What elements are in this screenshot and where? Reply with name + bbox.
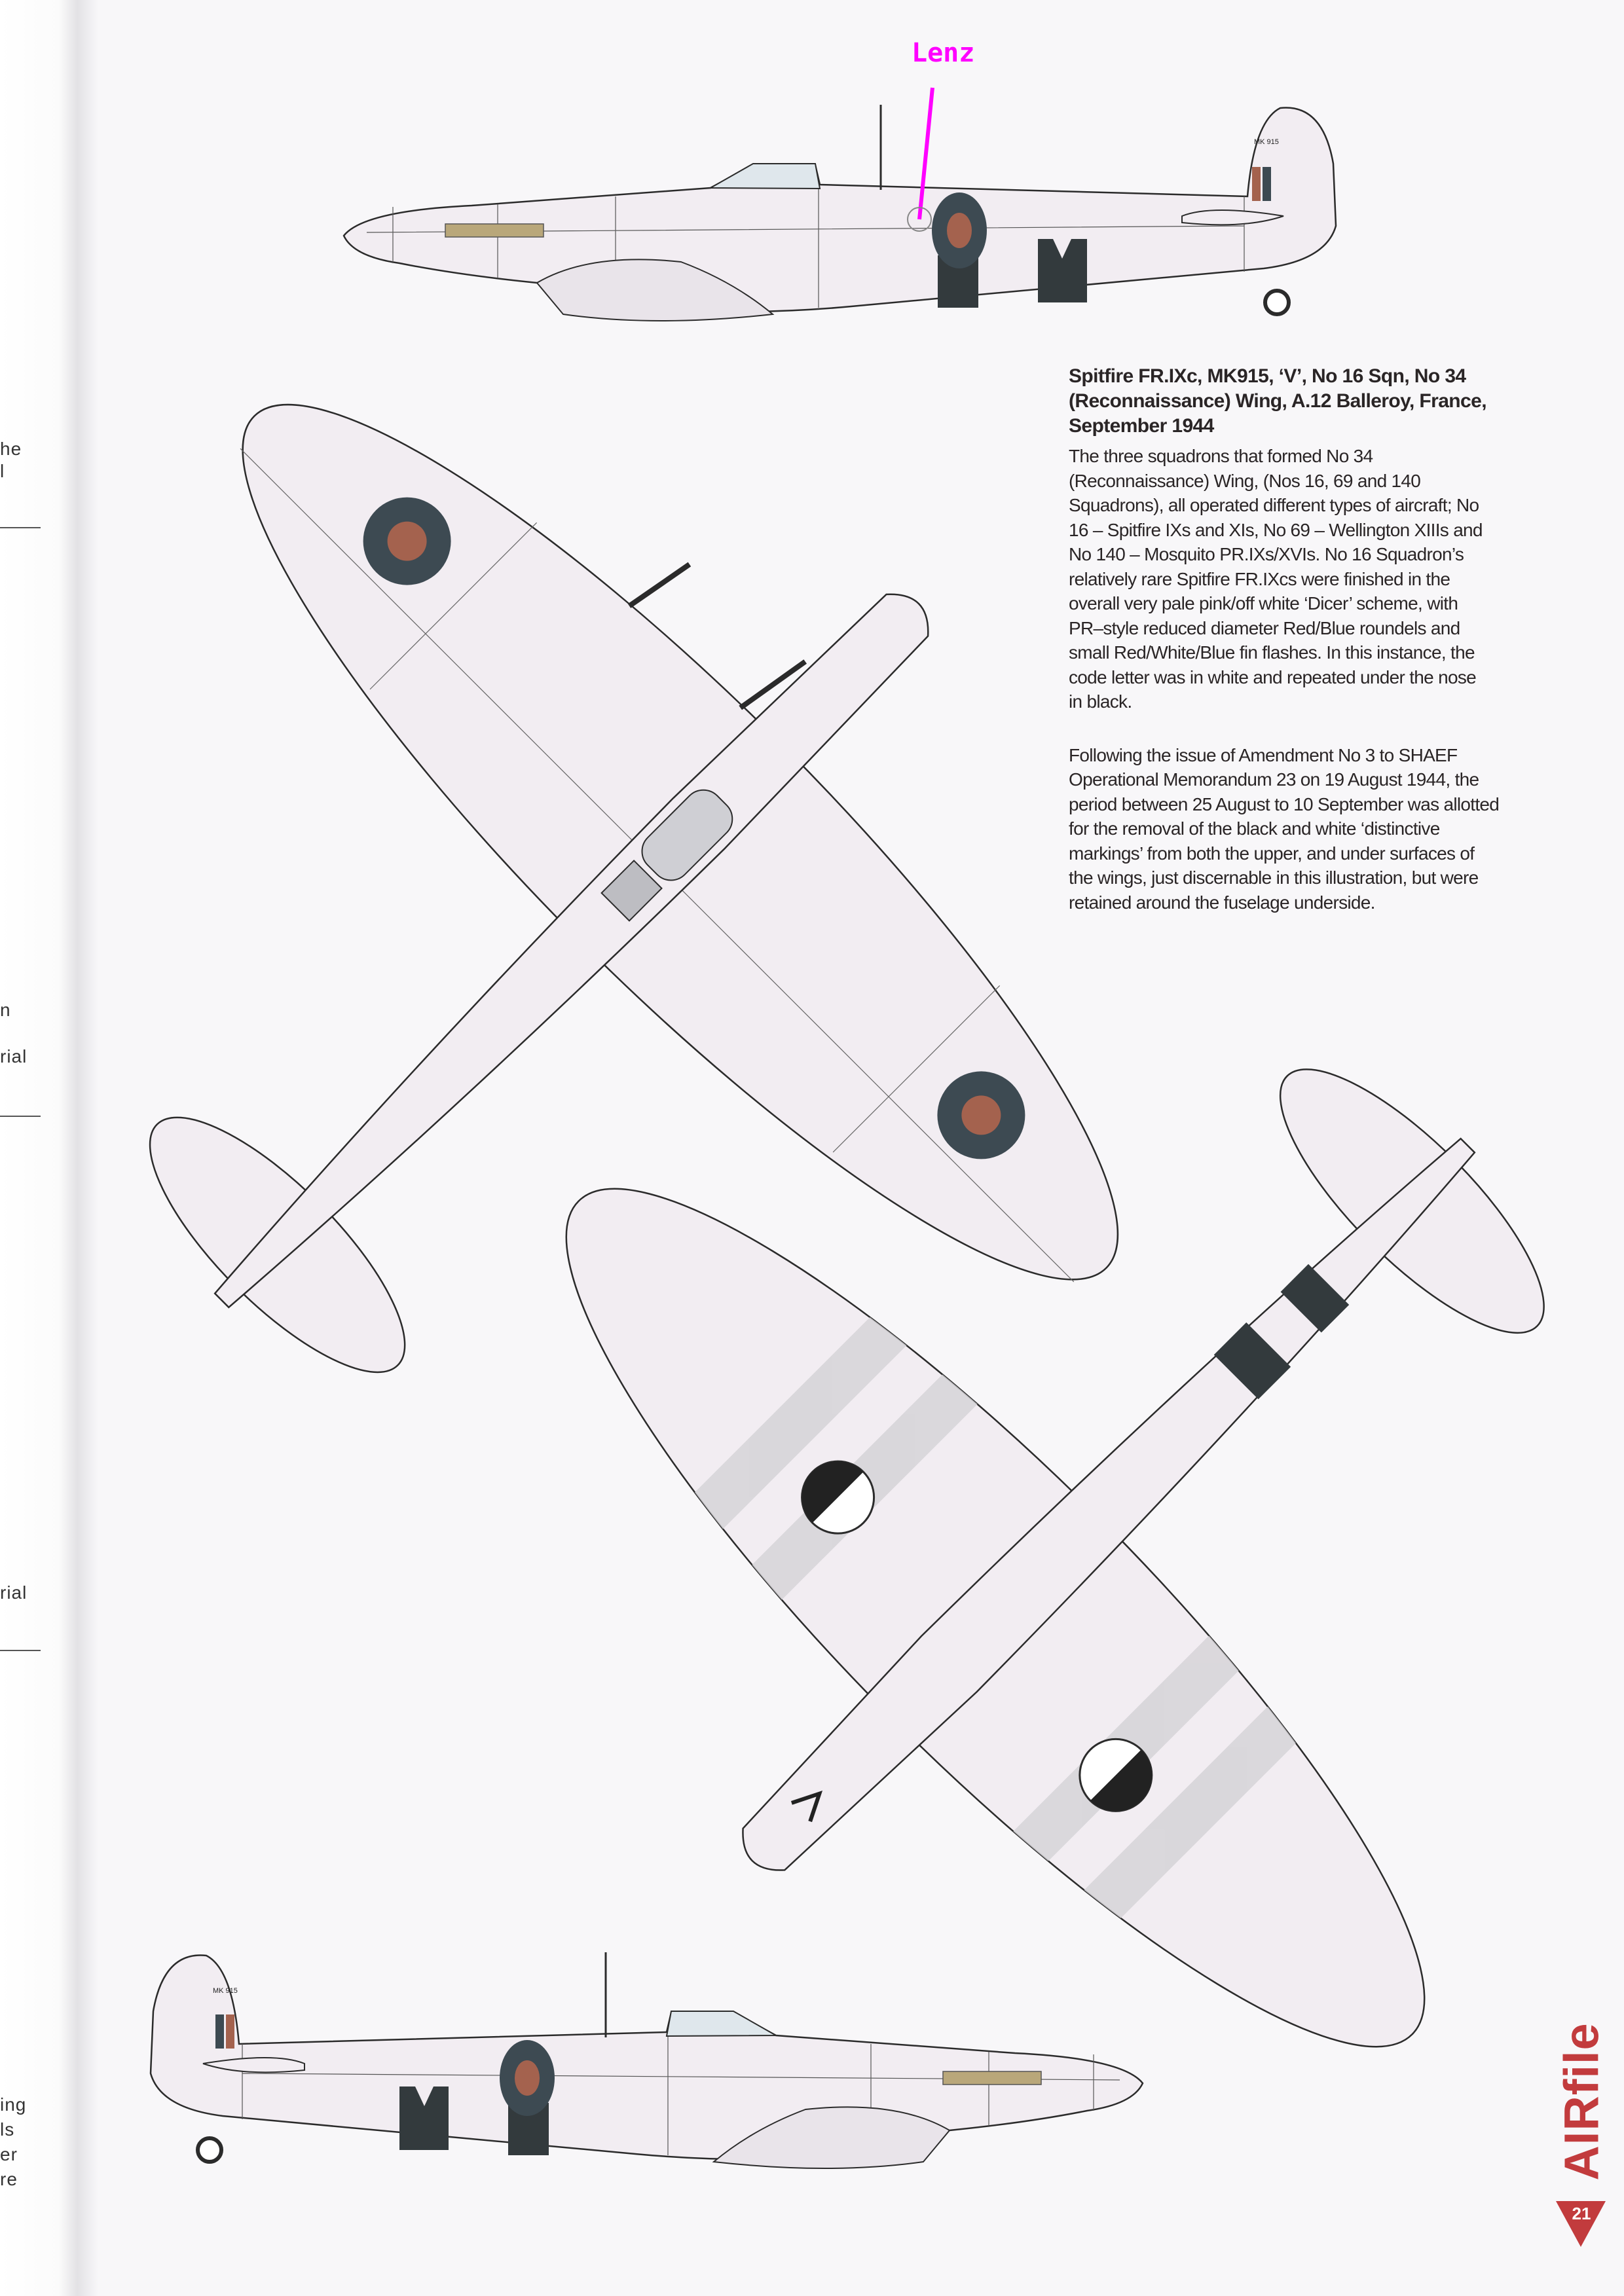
paragraph-line: code letter was in white and repeated under the nose bbox=[1069, 666, 1477, 687]
paragraph-line: small Red/White/Blue fin flashes. In this instance, the bbox=[1069, 642, 1475, 663]
paragraph-line: 16 – Spitfire IXs and XIs, No 69 – Wellington XIIIs and bbox=[1069, 519, 1483, 540]
logo-wordmark: AIRfile bbox=[1554, 2022, 1609, 2181]
port-side-profile bbox=[151, 1952, 1143, 2168]
paragraph-line: for the removal of the black and white ‘distinctive bbox=[1069, 818, 1440, 839]
left-page-text-fragment: l bbox=[0, 461, 5, 481]
profile-caption bbox=[1069, 364, 1566, 915]
paragraph-line: the wings, just discernable in this illustration, but were bbox=[1069, 867, 1479, 888]
left-page-text-fragment: ls bbox=[0, 2119, 15, 2140]
starboard-side-profile bbox=[344, 88, 1336, 321]
caption-paragraph-2 bbox=[1069, 743, 1566, 915]
paragraph-line: markings’ from both the upper, and under surfaces of bbox=[1069, 843, 1475, 864]
left-page-text-fragment: rial bbox=[0, 1582, 28, 1603]
left-page-text-fragment: he bbox=[0, 439, 22, 459]
caption-title bbox=[1069, 364, 1566, 439]
paragraph-line: Squadrons), all operated different types of aircraft; No bbox=[1069, 495, 1479, 515]
caption-title-line: (Reconnaissance) Wing, A.12 Balleroy, France, bbox=[1069, 390, 1486, 412]
paragraph-line: PR–style reduced diameter Red/Blue roundels and bbox=[1069, 617, 1460, 638]
paragraph-line: The three squadrons that formed No 34 bbox=[1069, 446, 1373, 466]
left-page-text-fragment: n bbox=[0, 1000, 11, 1020]
caption-title-line: September 1944 bbox=[1069, 415, 1214, 437]
airfile-logo bbox=[1552, 2010, 1611, 2272]
paragraph-line: retained around the fuselage underside. bbox=[1069, 892, 1375, 913]
paragraph-line: Operational Memorandum 23 on 19 August 1944, the bbox=[1069, 769, 1479, 790]
left-page-text-fragment: ing bbox=[0, 2094, 27, 2115]
paragraph-line: in black. bbox=[1069, 691, 1132, 712]
caption-title-line: Spitfire FR.IXc, MK915, ‘V’, No 16 Sqn, No 34 bbox=[1069, 365, 1466, 387]
left-page-text-fragment: re bbox=[0, 2169, 18, 2189]
paragraph-line: (Reconnaissance) Wing, (Nos 16, 69 and 140 bbox=[1069, 470, 1421, 491]
annotation-label: Lenz bbox=[912, 38, 975, 68]
paragraph-line: Following the issue of Amendment No 3 to SHAEF bbox=[1069, 744, 1458, 765]
paragraph-line: overall very pale pink/off white ‘Dicer’ scheme, with bbox=[1069, 593, 1458, 613]
left-page-text-fragment: er bbox=[0, 2144, 18, 2164]
caption-paragraph-1 bbox=[1069, 444, 1566, 714]
paragraph-line: period between 25 August to 10 September was allotted bbox=[1069, 793, 1500, 814]
paragraph-line: relatively rare Spitfire FR.IXcs were finished in the bbox=[1069, 568, 1450, 589]
page-number: 21 bbox=[1572, 2204, 1591, 2223]
paragraph-line: No 140 – Mosquito PR.IXs/XVIs. No 16 Squadron’s bbox=[1069, 544, 1464, 564]
serial-number-label: MK 915 bbox=[213, 1987, 238, 1995]
serial-number-label: MK 915 bbox=[1254, 138, 1279, 146]
left-page-text-fragment: rial bbox=[0, 1046, 28, 1066]
